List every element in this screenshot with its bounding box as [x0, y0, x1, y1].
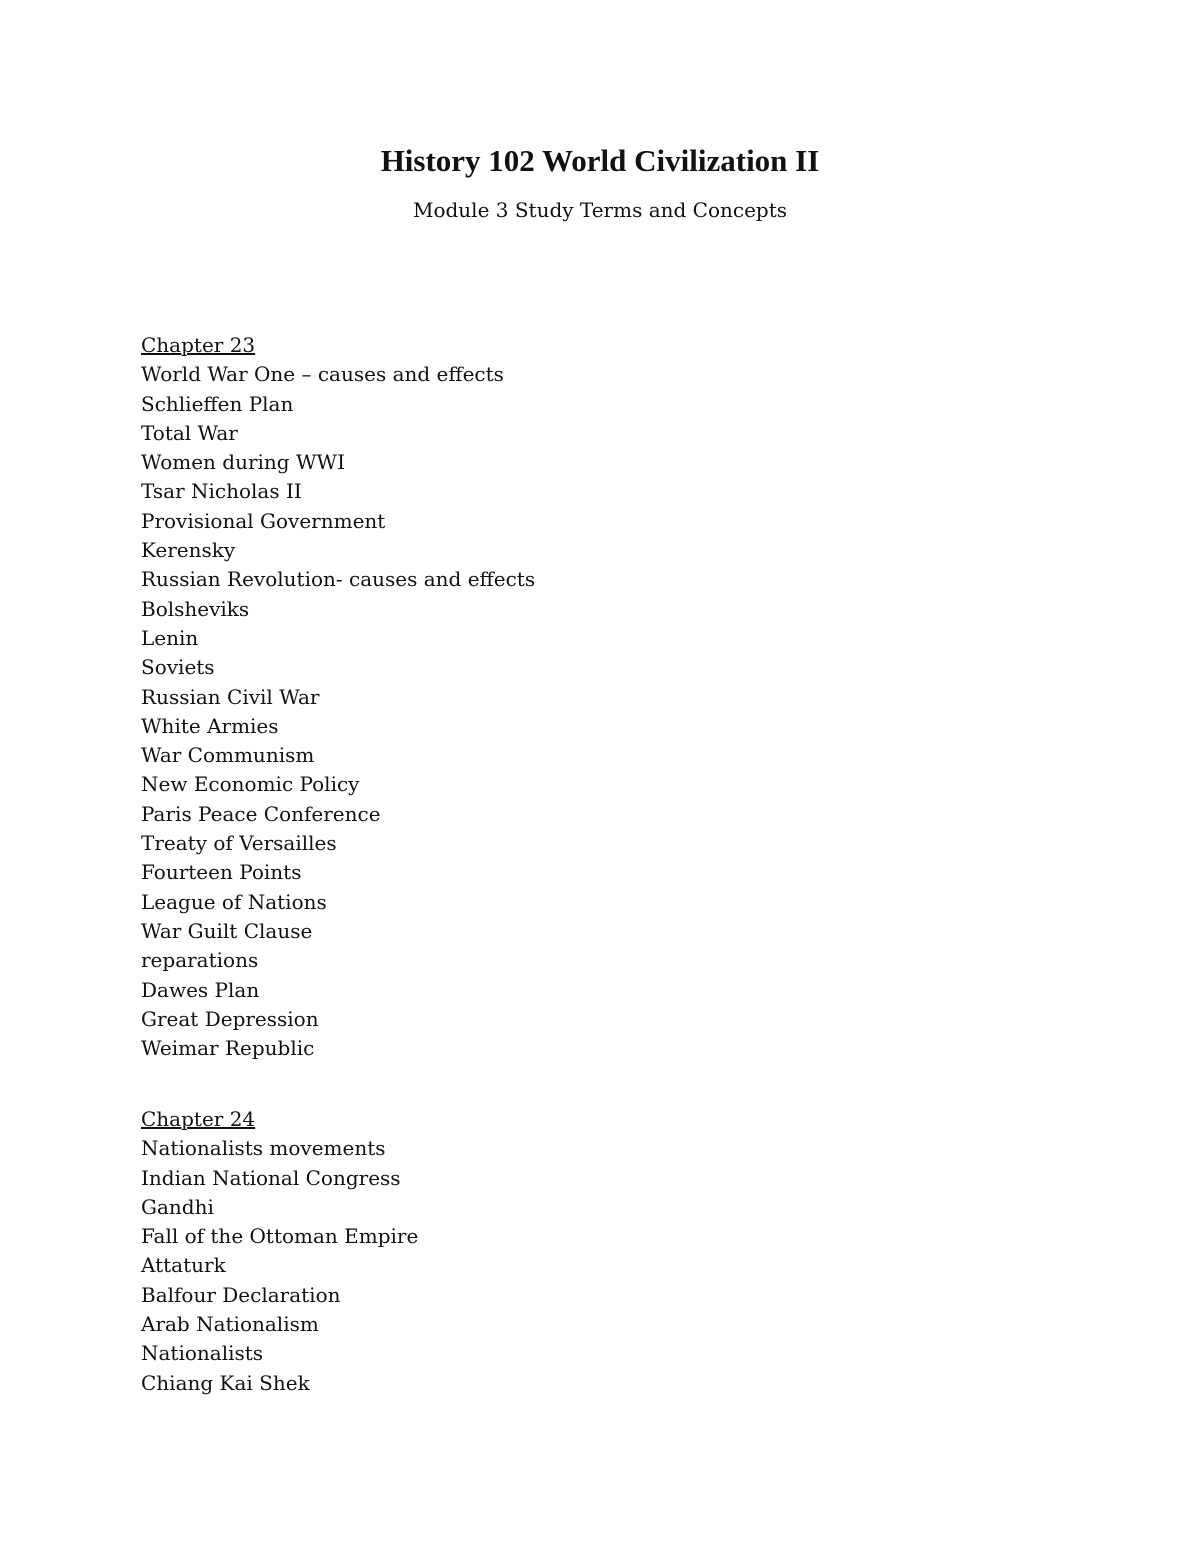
- term-list: [141, 1134, 1041, 1398]
- term-item: Tsar Nicholas II: [141, 479, 302, 504]
- term-item: Indian National Congress: [141, 1165, 401, 1190]
- term-list: [141, 360, 1041, 1063]
- term-item: Balfour Declaration: [141, 1282, 341, 1307]
- term-item: Bolsheviks: [141, 596, 250, 621]
- term-item: Women during WWI: [141, 450, 345, 475]
- term-item: Fourteen Points: [141, 860, 302, 885]
- term-item: Gandhi: [141, 1194, 214, 1219]
- term-item: Great Depression: [141, 1006, 319, 1031]
- term-item: Russian Revolution- causes and effects: [141, 567, 536, 592]
- chapter-heading: Chapter 24: [141, 1107, 256, 1131]
- term-item: Schlieffen Plan: [141, 391, 294, 416]
- chapter-section: [141, 1105, 1041, 1398]
- term-item: Arab Nationalism: [141, 1312, 319, 1337]
- term-item: Attaturk: [141, 1253, 226, 1278]
- term-item: White Armies: [141, 713, 279, 738]
- document-title: History 102 World Civilization II: [380, 143, 820, 178]
- term-item: Treaty of Versailles: [141, 831, 337, 856]
- term-item: Lenin: [141, 625, 199, 650]
- term-item: World War One – causes and effects: [141, 362, 504, 387]
- term-item: War Guilt Clause: [141, 918, 313, 943]
- term-item: Kerensky: [141, 538, 236, 563]
- term-item: Soviets: [141, 655, 215, 680]
- term-item: Provisional Government: [141, 508, 386, 533]
- term-item: New Economic Policy: [141, 772, 360, 797]
- term-item: Fall of the Ottoman Empire: [141, 1224, 419, 1249]
- term-item: reparations: [141, 948, 259, 973]
- term-item: Chiang Kai Shek: [141, 1370, 310, 1395]
- term-item: Total War: [141, 420, 238, 445]
- term-item: League of Nations: [141, 889, 327, 914]
- term-item: Nationalists movements: [141, 1136, 386, 1161]
- term-item: Russian Civil War: [141, 684, 320, 709]
- term-item: Nationalists: [141, 1341, 264, 1366]
- term-item: Weimar Republic: [141, 1036, 315, 1061]
- chapter-heading: Chapter 23: [141, 333, 256, 357]
- document-subtitle: Module 3 Study Terms and Concepts: [412, 198, 788, 222]
- term-item: Dawes Plan: [141, 977, 260, 1002]
- chapter-section: [141, 331, 1041, 1063]
- term-item: War Communism: [141, 743, 315, 768]
- term-item: Paris Peace Conference: [141, 801, 381, 826]
